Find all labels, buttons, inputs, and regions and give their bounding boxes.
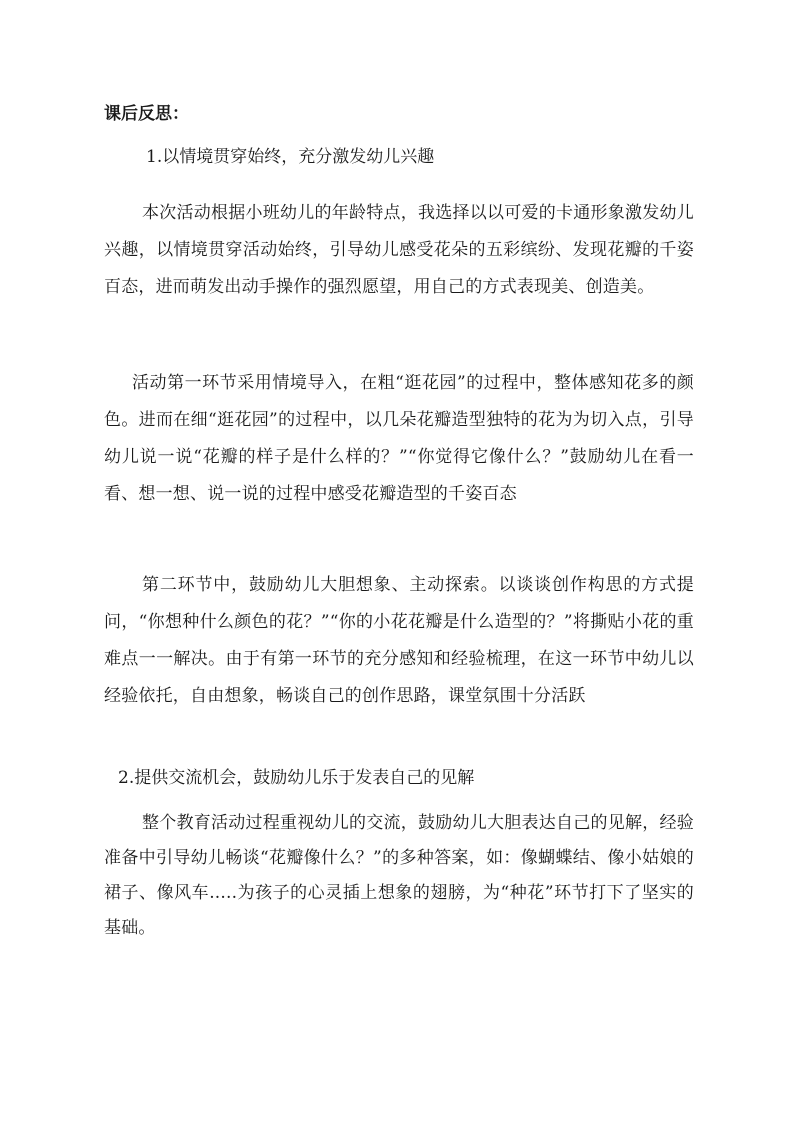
section-1-paragraph-3: 第二环节中，鼓励幼儿大胆想象、主动探索。以谈谈创作构思的方式提问，“你想种什么颜色的花？”“你的小花花瓣是什么造型的？”将撕贴小花的重难点一一解决。由于有第一环节的充分感知和经验梳理，在这一环节中幼儿以经验依托，自由想象，畅谈自己的创作思路，课堂氛围十分活跃 bbox=[104, 575, 694, 706]
page-heading: 课后反思： bbox=[104, 104, 189, 124]
section-2-paragraph-1: 整个教育活动过程重视幼儿的交流，鼓励幼儿大胆表达自己的见解，经验准备中引导幼儿畅谈“花瓣像什么？”的多种答案，如：像蝴蝶结、像小姑娘的裙子、像风车.....为孩子的心灵插上想象的翅膀，为“种花”环节打下了坚实的基础。 bbox=[104, 813, 694, 938]
section-1-paragraph-1: 本次活动根据小班幼儿的年龄特点，我选择以以可爱的卡通形象激发幼儿兴趣，以情境贯穿活动始终，引导幼儿感受花朵的五彩缤纷、发现花瓣的千姿百态，进而萌发出动手操作的强烈愿望，用自己的方式表现美、创造美。 bbox=[104, 203, 694, 297]
section-1-paragraph-2: 活动第一环节采用情境导入，在粗“逛花园”的过程中，整体感知花多的颜色。进而在细“逛花园”的过程中，以几朵花瓣造型独特的花为为切入点，引导幼儿说一说“花瓣的样子是什么样的？”“你觉得它像什么？”鼓励幼儿在看一看、想一想、说一说的过程中感受花瓣造型的千姿百态 bbox=[104, 373, 694, 504]
section-2-title: 2.提供交流机会，鼓励幼儿乐于发表自己的见解 bbox=[118, 768, 475, 788]
section-1-title: 1.以情境贯穿始终，充分激发幼儿兴趣 bbox=[146, 147, 435, 167]
